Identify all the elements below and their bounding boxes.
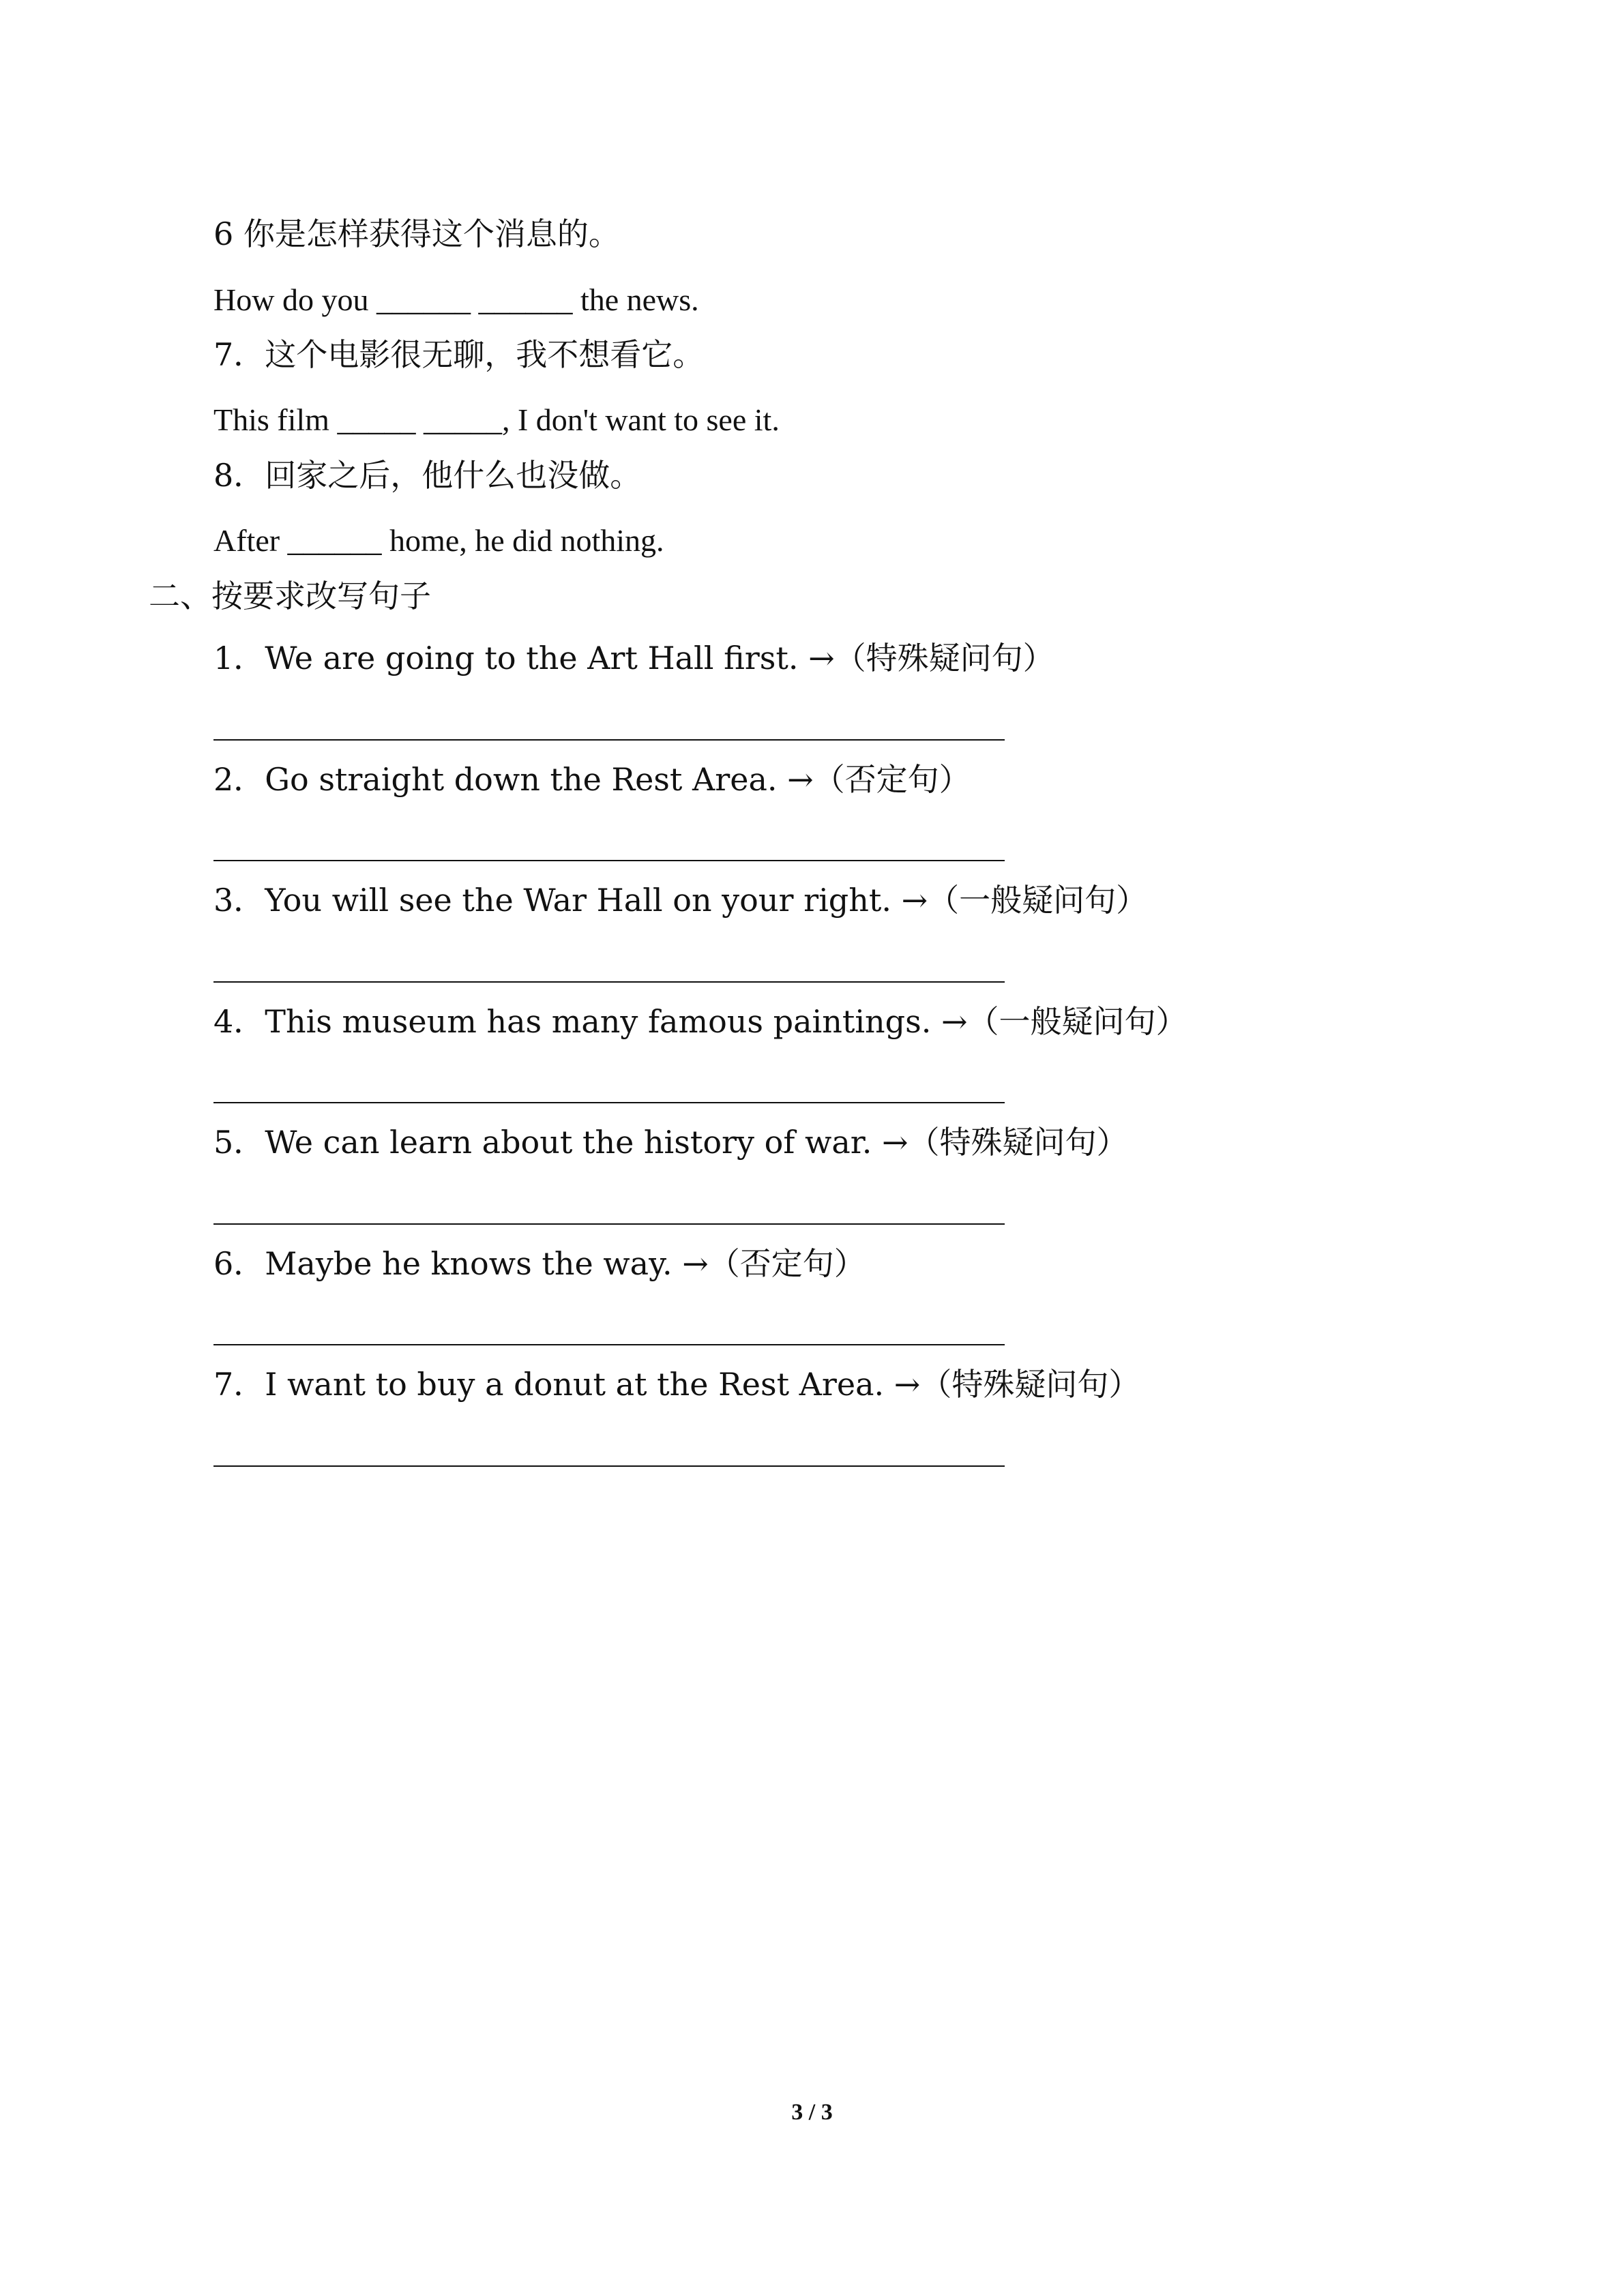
translation-item-6-chinese: 6 你是怎样获得这个消息的。: [213, 215, 620, 252]
translation-item-7-english: This film _____ _____, I don't want to see it.: [213, 402, 780, 437]
translation-item-6-english: How do you ______ ______ the news.: [213, 282, 699, 317]
translation-item-7-chinese: 7．这个电影很无聊，我不想看它。: [213, 336, 705, 373]
answer-line-5[interactable]: [213, 1223, 1005, 1225]
rewrite-item-3: 3．You will see the War Hall on your right. →（一般疑问句）: [213, 882, 1148, 919]
rewrite-item-5: 5．We can learn about the history of war. →（特殊疑问句）: [213, 1124, 1128, 1161]
answer-line-1[interactable]: [213, 739, 1005, 741]
answer-line-6[interactable]: [213, 1344, 1005, 1345]
translation-item-8-english: After ______ home, he did nothing.: [213, 523, 664, 558]
rewrite-item-2: 2．Go straight down the Rest Area. →（否定句）: [213, 761, 971, 798]
translation-item-8-chinese: 8．回家之后，他什么也没做。: [213, 457, 642, 494]
answer-line-3[interactable]: [213, 981, 1005, 983]
rewrite-item-4: 4．This museum has many famous paintings. →（一般疑问句）: [213, 1003, 1187, 1040]
answer-line-4[interactable]: [213, 1102, 1005, 1103]
page-number: 3 / 3: [791, 2100, 833, 2125]
answer-line-2[interactable]: [213, 860, 1005, 861]
rewrite-item-7: 7．I want to buy a donut at the Rest Area. →（特殊疑问句）: [213, 1366, 1140, 1403]
rewrite-item-1: 1．We are going to the Art Hall first. →（特殊疑问句）: [213, 640, 1054, 676]
section-heading-rewrite: 二、按要求改写句子: [149, 578, 431, 614]
rewrite-item-6: 6．Maybe he knows the way. →（否定句）: [213, 1245, 866, 1282]
answer-line-7[interactable]: [213, 1465, 1005, 1467]
